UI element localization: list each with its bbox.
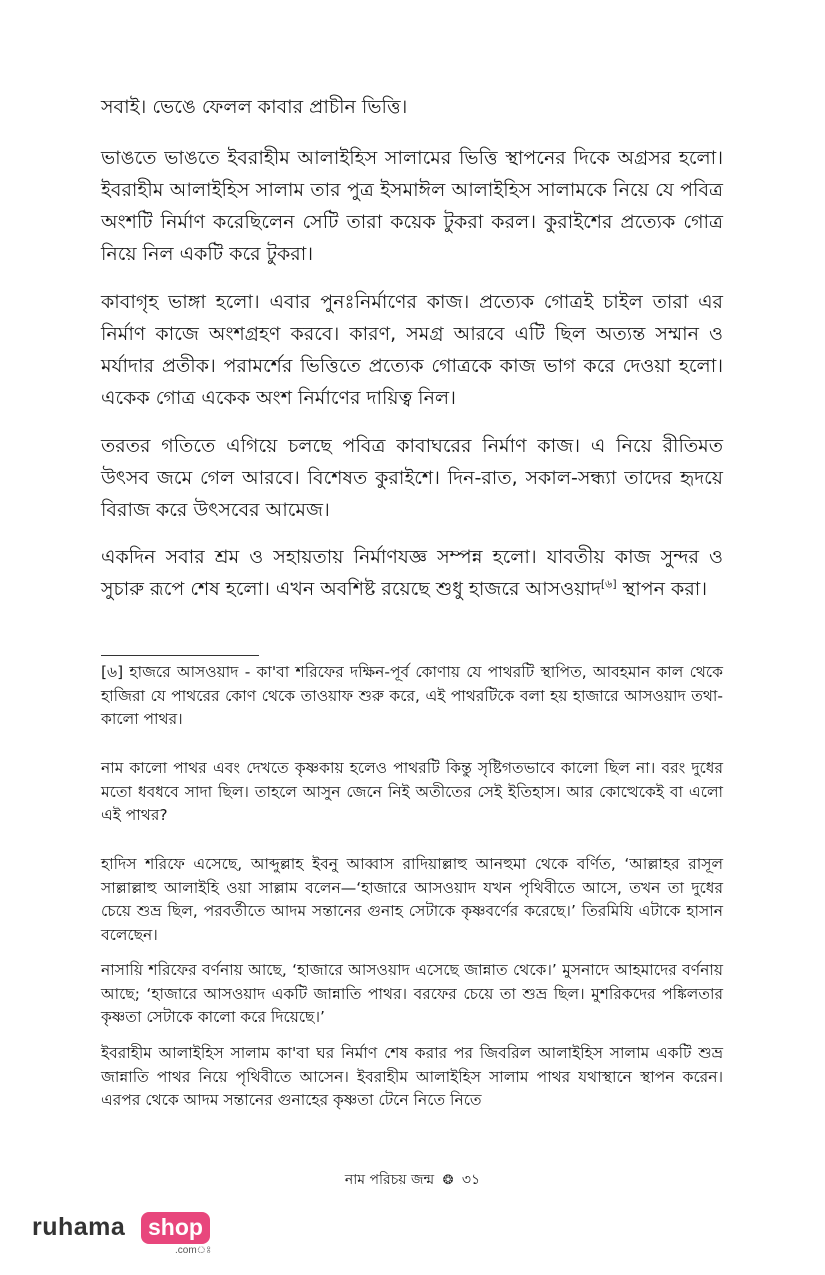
ornament-icon: ❂	[442, 1173, 454, 1188]
footnote-divider	[101, 655, 259, 656]
body-paragraph-3: কাবাগৃহ ভাঙ্গা হলো। এবার পুনঃনির্মাণের কাজ। প্রত্যেক গোত্রই চাইল তারা এর নির্মাণ কাজে অংশগ্রহণ করবে। কারণ, সমগ্র আরবে এটি ছিল অত্যন্ত সম্মান ও মর্যাদার প্রতীক। পরামর্শের ভিত্তিতে প্রত্যেক গোত্রকে কাজ ভাগ করে দেওয়া হলো। একেক গোত্র একেক অংশ নির্মাণের দায়িত্ব নিল।	[101, 291, 723, 409]
footnote-paragraph-2: নাম কালো পাথর এবং দেখতে কৃষ্ণকায় হলেও পাথরটি কিন্তু সৃষ্টিগতভাবে কালো ছিল না। বরং দুধের মতো ধবধবে সাদা ছিল। তাহলে আসুন জেনে নিই অতীতের সেই ইতিহাস। আর কোত্থেকেই বা এলো এই পাথর?	[101, 759, 723, 824]
footnote-paragraph-4: নাসায়ি শরিফের বর্ণনায় আছে, ‘হাজারে আসওয়াদ এসেছে জান্নাত থেকে।’ মুসনাদে আহমাদের বর্ণনায় আছে; ‘হাজারে আসওয়াদ একটি জান্নাতি পাথর। বরফের চেয়ে তা শুভ্র ছিল। মুশরিকদের পঙ্কিলতার কৃষ্ণতা সেটাকে কালো করে দিয়েছে।’	[101, 961, 723, 1026]
footnote-paragraph-3: হাদিস শরিফে এসেছে, আব্দুল্লাহ ইবনু আব্বাস রাদিয়াল্লাহু আনহুমা থেকে বর্ণিত, ‘আল্লাহর রাসূল সাল্লাল্লাহু আলাইহি ওয়া সাল্লাম বলেন—‘হাজারে আসওয়াদ যখন পৃথিবীতে আসে, তখন তা দুধের চেয়ে শুভ্র ছিল, পরবর্তীতে আদম সন্তানের গুনাহ সেটাকে কৃষ্ণবর্ণের করেছে।’ তিরমিযি এটাকে হাসান বলেছেন।	[101, 855, 723, 944]
body-paragraph-2: ভাঙতে ভাঙতে ইবরাহীম আলাইহিস সালামের ভিত্তি স্থাপনের দিকে অগ্রসর হলো। ইবরাহীম আলাইহিস সালাম তার পুত্র ইসমাঈল আলাইহিস সালামকে নিয়ে যে পবিত্র অংশটি নির্মাণ করেছিলেন সেটি তারা কয়েক টুকরা করল। কুরাইশের প্রত্যেক গোত্র নিয়ে নিল একটি করে টুকরা।	[101, 147, 723, 265]
footnote-1: [৬] হাজরে আসওয়াদ - কা'বা শরিফের দক্ষিন-পূর্ব কোণায় যে পাথরটি স্থাপিত, আবহমান কাল থেকে হাজিরা যে পাথরের কোণ থেকে তাওয়াফ শুরু করে, এই পাথরটিকে বলা হয় হাজারে আসওয়াদ তথা-কালো পাথর।	[101, 663, 723, 728]
running-book-title: নাম পরিচয় জন্ম	[344, 1172, 435, 1188]
logo-text-ruhama: ruhama	[32, 1213, 126, 1241]
logo-domain: .comঃ	[175, 1245, 212, 1256]
footnote-reference[interactable]: [৬]	[600, 577, 617, 591]
ruhamashop-watermark-logo	[32, 1209, 222, 1256]
paragraph-5-text-before: একদিন সবার শ্রম ও সহায়তায় নির্মাণযজ্ঞ সম্পন্ন হলো। যাবতীয় কাজ সুন্দর ও সুচারু রূপে শেষ হলো। এখন অবশিষ্ট রয়েছে শুধু হাজরে আসওয়াদ	[101, 546, 723, 600]
body-paragraph-1: সবাই। ভেঙে ফেলল কাবার প্রাচীন ভিত্তি।	[101, 96, 408, 118]
paragraph-5-text-after: স্থাপন করা।	[616, 578, 708, 600]
body-paragraph-4: তরতর গতিতে এগিয়ে চলছে পবিত্র কাবাঘরের নির্মাণ কাজ। এ নিয়ে রীতিমত উৎসব জমে গেল আরবে। বিশেষত কুরাইশে। দিন-রাত, সকাল-সন্ধ্যা তাদের হৃদয়ে বিরাজ করে উৎসবের আমেজ।	[101, 435, 723, 521]
page-footer	[0, 1168, 825, 1192]
footnote-paragraph-5: ইবরাহীম আলাইহিস সালাম কা'বা ঘর নির্মাণ শেষ করার পর জিবরিল আলাইহিস সালাম একটি শুভ্র জান্নাতি পাথর নিয়ে পৃথিবীতে আসেন। ইবরাহীম আলাইহিস সালাম পাথর যথাস্থানে স্থাপন করেন। এরপর থেকে আদম সন্তানের গুনাহের কৃষ্ণতা টেনে নিতে নিতে	[101, 1044, 723, 1109]
body-paragraph-5	[101, 541, 723, 605]
logo-text-shop: shop	[141, 1212, 210, 1244]
page-number: ৩১	[461, 1172, 481, 1188]
